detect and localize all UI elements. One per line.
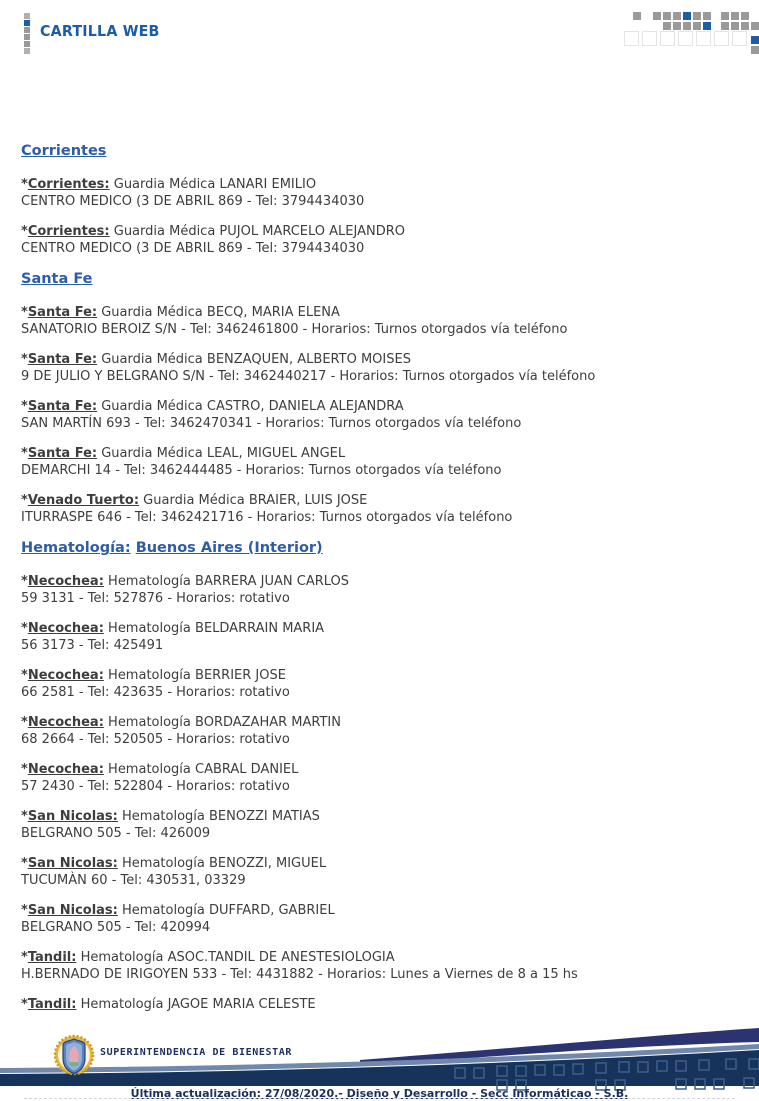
entry-location-label: Necochea: — [27, 621, 104, 636]
provider-entry — [21, 668, 739, 701]
provider-entry-title: *Santa Fe: Guardia Médica BENZAQUEN, ALBERTO MOISES — [21, 352, 411, 367]
provider-entry-title: *Corrientes: Guardia Médica LANARI EMILIO — [21, 177, 317, 192]
section-heading-link[interactable]: Corrientes — [21, 143, 107, 159]
entry-contact-details: 9 DE JULIO Y BELGRANO S/N - Tel: 3462440217 - Horarios: Turnos otorgados vía teléfono — [21, 368, 596, 384]
provider-entry — [21, 305, 739, 338]
entry-bullet: * — [21, 574, 28, 589]
entry-bullet: * — [21, 668, 28, 683]
entry-location-label: San Nicolas: — [27, 856, 118, 871]
provider-entry-title: *Santa Fe: Guardia Médica BECQ, MARIA ELENA — [21, 305, 340, 320]
entry-location-label: San Nicolas: — [27, 809, 118, 824]
provider-entry-title: *Tandil: Hematología JAGOE MARIA CELESTE — [21, 997, 316, 1012]
header-mosaic-decoration — [624, 0, 759, 58]
provider-entry — [21, 856, 739, 889]
entry-location-label: Necochea: — [27, 668, 104, 683]
provider-entry-title: *Santa Fe: Guardia Médica LEAL, MIGUEL ANGEL — [21, 446, 346, 461]
entry-contact-details: TUCUMÀN 60 - Tel: 430531, 03329 — [21, 872, 246, 888]
entry-bullet: * — [21, 762, 28, 777]
crest-logo-icon — [53, 1032, 95, 1078]
entry-location-label: Necochea: — [27, 762, 104, 777]
provider-entry — [21, 762, 739, 795]
entry-contact-details: BELGRANO 505 - Tel: 426009 — [21, 825, 211, 841]
provider-entry-title: *Necochea: Hematología BERRIER JOSE — [21, 668, 286, 683]
provider-entry-title: *Corrientes: Guardia Médica PUJOL MARCELO ALEJANDRO — [21, 224, 405, 239]
entry-location-label: Necochea: — [27, 574, 104, 589]
entry-contact-details: 56 3173 - Tel: 425491 — [21, 637, 164, 653]
section-heading-link[interactable]: Buenos Aires (Interior) — [135, 540, 323, 556]
page-footer — [0, 1028, 759, 1101]
entry-bullet: * — [21, 493, 28, 508]
section-heading — [21, 271, 739, 287]
provider-entry — [21, 997, 739, 1014]
entry-bullet: * — [21, 809, 28, 824]
provider-entry — [21, 493, 739, 526]
entry-location-label: Santa Fe: — [27, 352, 98, 367]
entry-bullet: * — [21, 903, 28, 918]
entry-bullet: * — [21, 305, 28, 320]
entry-contact-details: DEMARCHI 14 - Tel: 3462444485 - Horarios: Turnos otorgados vía teléfono — [21, 462, 502, 478]
entry-location-label: Corrientes: — [27, 224, 110, 239]
provider-entry-title: *San Nicolas: Hematología DUFFARD, GABRIEL — [21, 903, 335, 918]
entry-contact-details: 66 2581 - Tel: 423635 - Horarios: rotativo — [21, 684, 290, 700]
brand-squares-icon — [24, 13, 30, 54]
last-updated-text: Última actualización: 27/08/2020.- Diseño y Desarrollo - Secc Informáticao - S.B. — [130, 1087, 629, 1100]
entry-contact-details: BELGRANO 505 - Tel: 420994 — [21, 919, 211, 935]
entry-contact-details: ITURRASPE 646 - Tel: 3462421716 - Horarios: Turnos otorgados vía teléfono — [21, 509, 513, 525]
provider-entry — [21, 809, 739, 842]
section-heading — [21, 143, 739, 159]
section-heading-link[interactable]: Hematología: — [21, 540, 131, 556]
provider-entry — [21, 177, 739, 210]
entry-bullet: * — [21, 177, 28, 192]
provider-entry — [21, 621, 739, 654]
entry-location-label: Santa Fe: — [27, 305, 98, 320]
entry-bullet: * — [21, 950, 28, 965]
page-bottom-divider — [24, 1098, 735, 1099]
provider-entry-title: *Santa Fe: Guardia Médica CASTRO, DANIELA ALEJANDRA — [21, 399, 404, 414]
provider-entry — [21, 399, 739, 432]
section-heading — [21, 540, 739, 556]
provider-directory — [21, 143, 739, 1028]
provider-entry-title: *San Nicolas: Hematología BENOZZI MATIAS — [21, 809, 320, 824]
entry-bullet: * — [21, 856, 28, 871]
entry-contact-details: H.BERNADO DE IRIGOYEN 533 - Tel: 4431882 - Horarios: Lunes a Viernes de 8 a 15 hs — [21, 966, 578, 982]
provider-entry — [21, 446, 739, 479]
provider-entry — [21, 715, 739, 748]
provider-entry-title: *Necochea: Hematología BARRERA JUAN CARLOS — [21, 574, 350, 589]
entry-contact-details: CENTRO MEDICO (3 DE ABRIL 869 - Tel: 3794434030 — [21, 193, 365, 209]
provider-entry-title: *Necochea: Hematología BORDAZAHAR MARTIN — [21, 715, 341, 730]
provider-entry — [21, 950, 739, 983]
provider-entry — [21, 352, 739, 385]
entry-bullet: * — [21, 446, 28, 461]
entry-location-label: San Nicolas: — [27, 903, 118, 918]
entry-location-label: Venado Tuerto: — [27, 493, 140, 508]
provider-entry — [21, 574, 739, 607]
entry-location-label: Tandil: — [27, 997, 77, 1012]
entry-contact-details: 59 3131 - Tel: 527876 - Horarios: rotativo — [21, 590, 290, 606]
provider-entry-title: *Venado Tuerto: Guardia Médica BRAIER, LUIS JOSE — [21, 493, 368, 508]
entry-location-label: Santa Fe: — [27, 446, 98, 461]
entry-location-label: Santa Fe: — [27, 399, 98, 414]
directory-section — [21, 540, 739, 1014]
entry-location-label: Necochea: — [27, 715, 104, 730]
directory-section — [21, 143, 739, 257]
provider-entry-title: *San Nicolas: Hematología BENOZZI, MIGUEL — [21, 856, 327, 871]
provider-entry-title: *Necochea: Hematología CABRAL DANIEL — [21, 762, 299, 777]
entry-contact-details: CENTRO MEDICO (3 DE ABRIL 869 - Tel: 3794434030 — [21, 240, 365, 256]
provider-entry-title: *Tandil: Hematología ASOC.TANDIL DE ANESTESIOLOGIA — [21, 950, 395, 965]
entry-bullet: * — [21, 224, 28, 239]
provider-entry-title: *Necochea: Hematología BELDARRAIN MARIA — [21, 621, 325, 636]
entry-bullet: * — [21, 399, 28, 414]
entry-location-label: Tandil: — [27, 950, 77, 965]
directory-section — [21, 271, 739, 526]
entry-bullet: * — [21, 997, 28, 1012]
entry-bullet: * — [21, 352, 28, 367]
entry-bullet: * — [21, 621, 28, 636]
entry-contact-details: SANATORIO BEROIZ S/N - Tel: 3462461800 - Horarios: Turnos otorgados vía teléfono — [21, 321, 568, 337]
entry-contact-details: 68 2664 - Tel: 520505 - Horarios: rotativo — [21, 731, 290, 747]
section-heading-link[interactable]: Santa Fe — [21, 271, 93, 287]
app-title: CARTILLA WEB — [40, 22, 160, 40]
entry-location-label: Corrientes: — [27, 177, 110, 192]
entry-contact-details: SAN MARTÍN 693 - Tel: 3462470341 - Horarios: Turnos otorgados vía teléfono — [21, 415, 522, 431]
organization-name: SUPERINTENDENCIA DE BIENESTAR — [100, 1047, 292, 1058]
entry-bullet: * — [21, 715, 28, 730]
provider-entry — [21, 224, 739, 257]
entry-contact-details: 57 2430 - Tel: 522804 - Horarios: rotativo — [21, 778, 290, 794]
page-header — [0, 0, 759, 62]
provider-entry — [21, 903, 739, 936]
